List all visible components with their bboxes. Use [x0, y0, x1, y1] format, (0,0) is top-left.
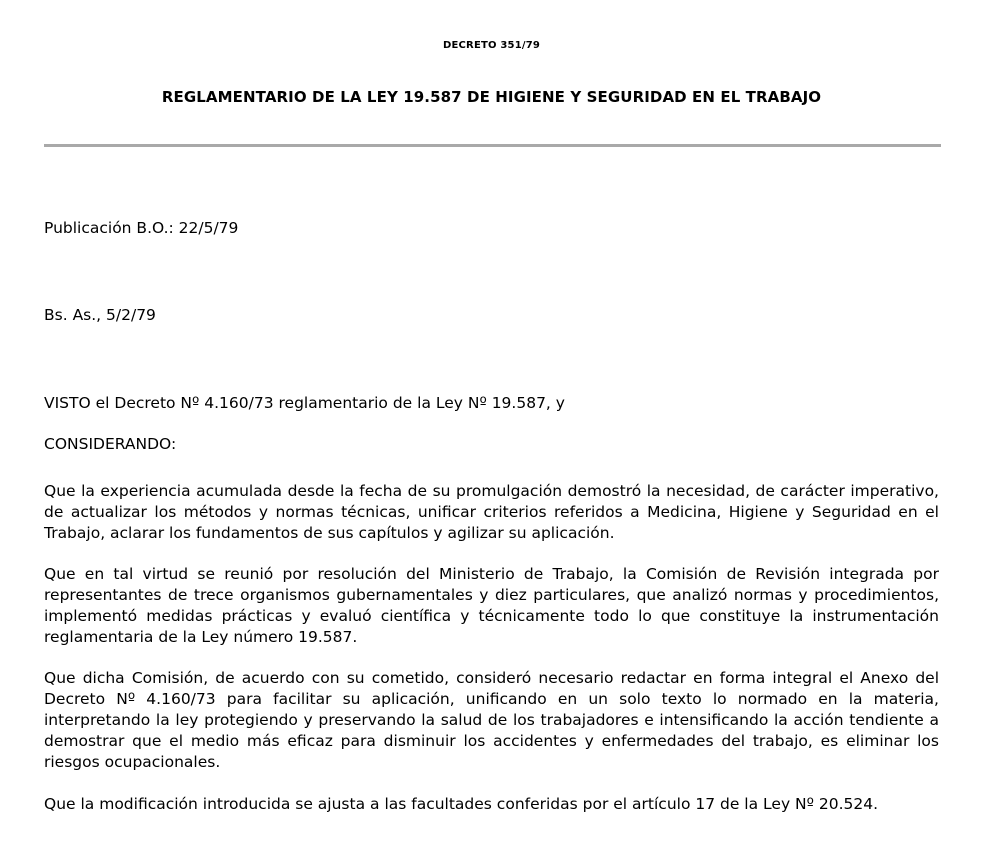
header-divider — [44, 144, 941, 147]
document-title: REGLAMENTARIO DE LA LEY 19.587 DE HIGIENE Y SEGURIDAD EN EL TRABAJO — [161, 88, 822, 106]
paragraph-4: Que la modificación introducida se ajusta a las facultades conferidas por el artículo 17 de la Ley Nº 20.524. — [44, 795, 879, 813]
publication-line: Publicación B.O.: 22/5/79 — [44, 219, 239, 237]
place-date-line: Bs. As., 5/2/79 — [44, 306, 156, 324]
paragraph-2: Que en tal virtud se reunió por resolución del Ministerio de Trabajo, la Comisión de Revisión integrada por representantes de trece organismos gubernamentales y diez particulares, que analizó normas y procedimientos, implementó medidas prácticas y evaluó científica y técnicamente todo lo que constituye la instrumentación reglamentaria de la Ley número 19.587. — [44, 565, 939, 646]
paragraph-1: Que la experiencia acumulada desde la fecha de su promulgación demostró la necesidad, de carácter imperativo, de actualizar los métodos y normas técnicas, unificar criterios referidos a Medicina, Higiene y Seguridad en el Trabajo, aclarar los fundamentos de sus capítulos y agilizar su aplicación. — [44, 482, 939, 542]
paragraph-3: Que dicha Comisión, de acuerdo con su cometido, consideró necesario redactar en forma integral el Anexo del Decreto Nº 4.160/73 para facilitar su aplicación, unificando en un solo texto lo normado en la materia, interpretando la ley protegiendo y preservando la salud de los trabajadores e intensificando la acción tendiente a demostrar que el medio más eficaz para disminuir los accidentes y enfermedades del trabajo, es eliminar los riesgos ocupacionales. — [44, 669, 939, 771]
considerando-heading: CONSIDERANDO: — [44, 435, 177, 453]
visto-line: VISTO el Decreto Nº 4.160/73 reglamentario de la Ley Nº 19.587, y — [44, 394, 565, 412]
decree-number: DECRETO 351/79 — [442, 40, 541, 51]
